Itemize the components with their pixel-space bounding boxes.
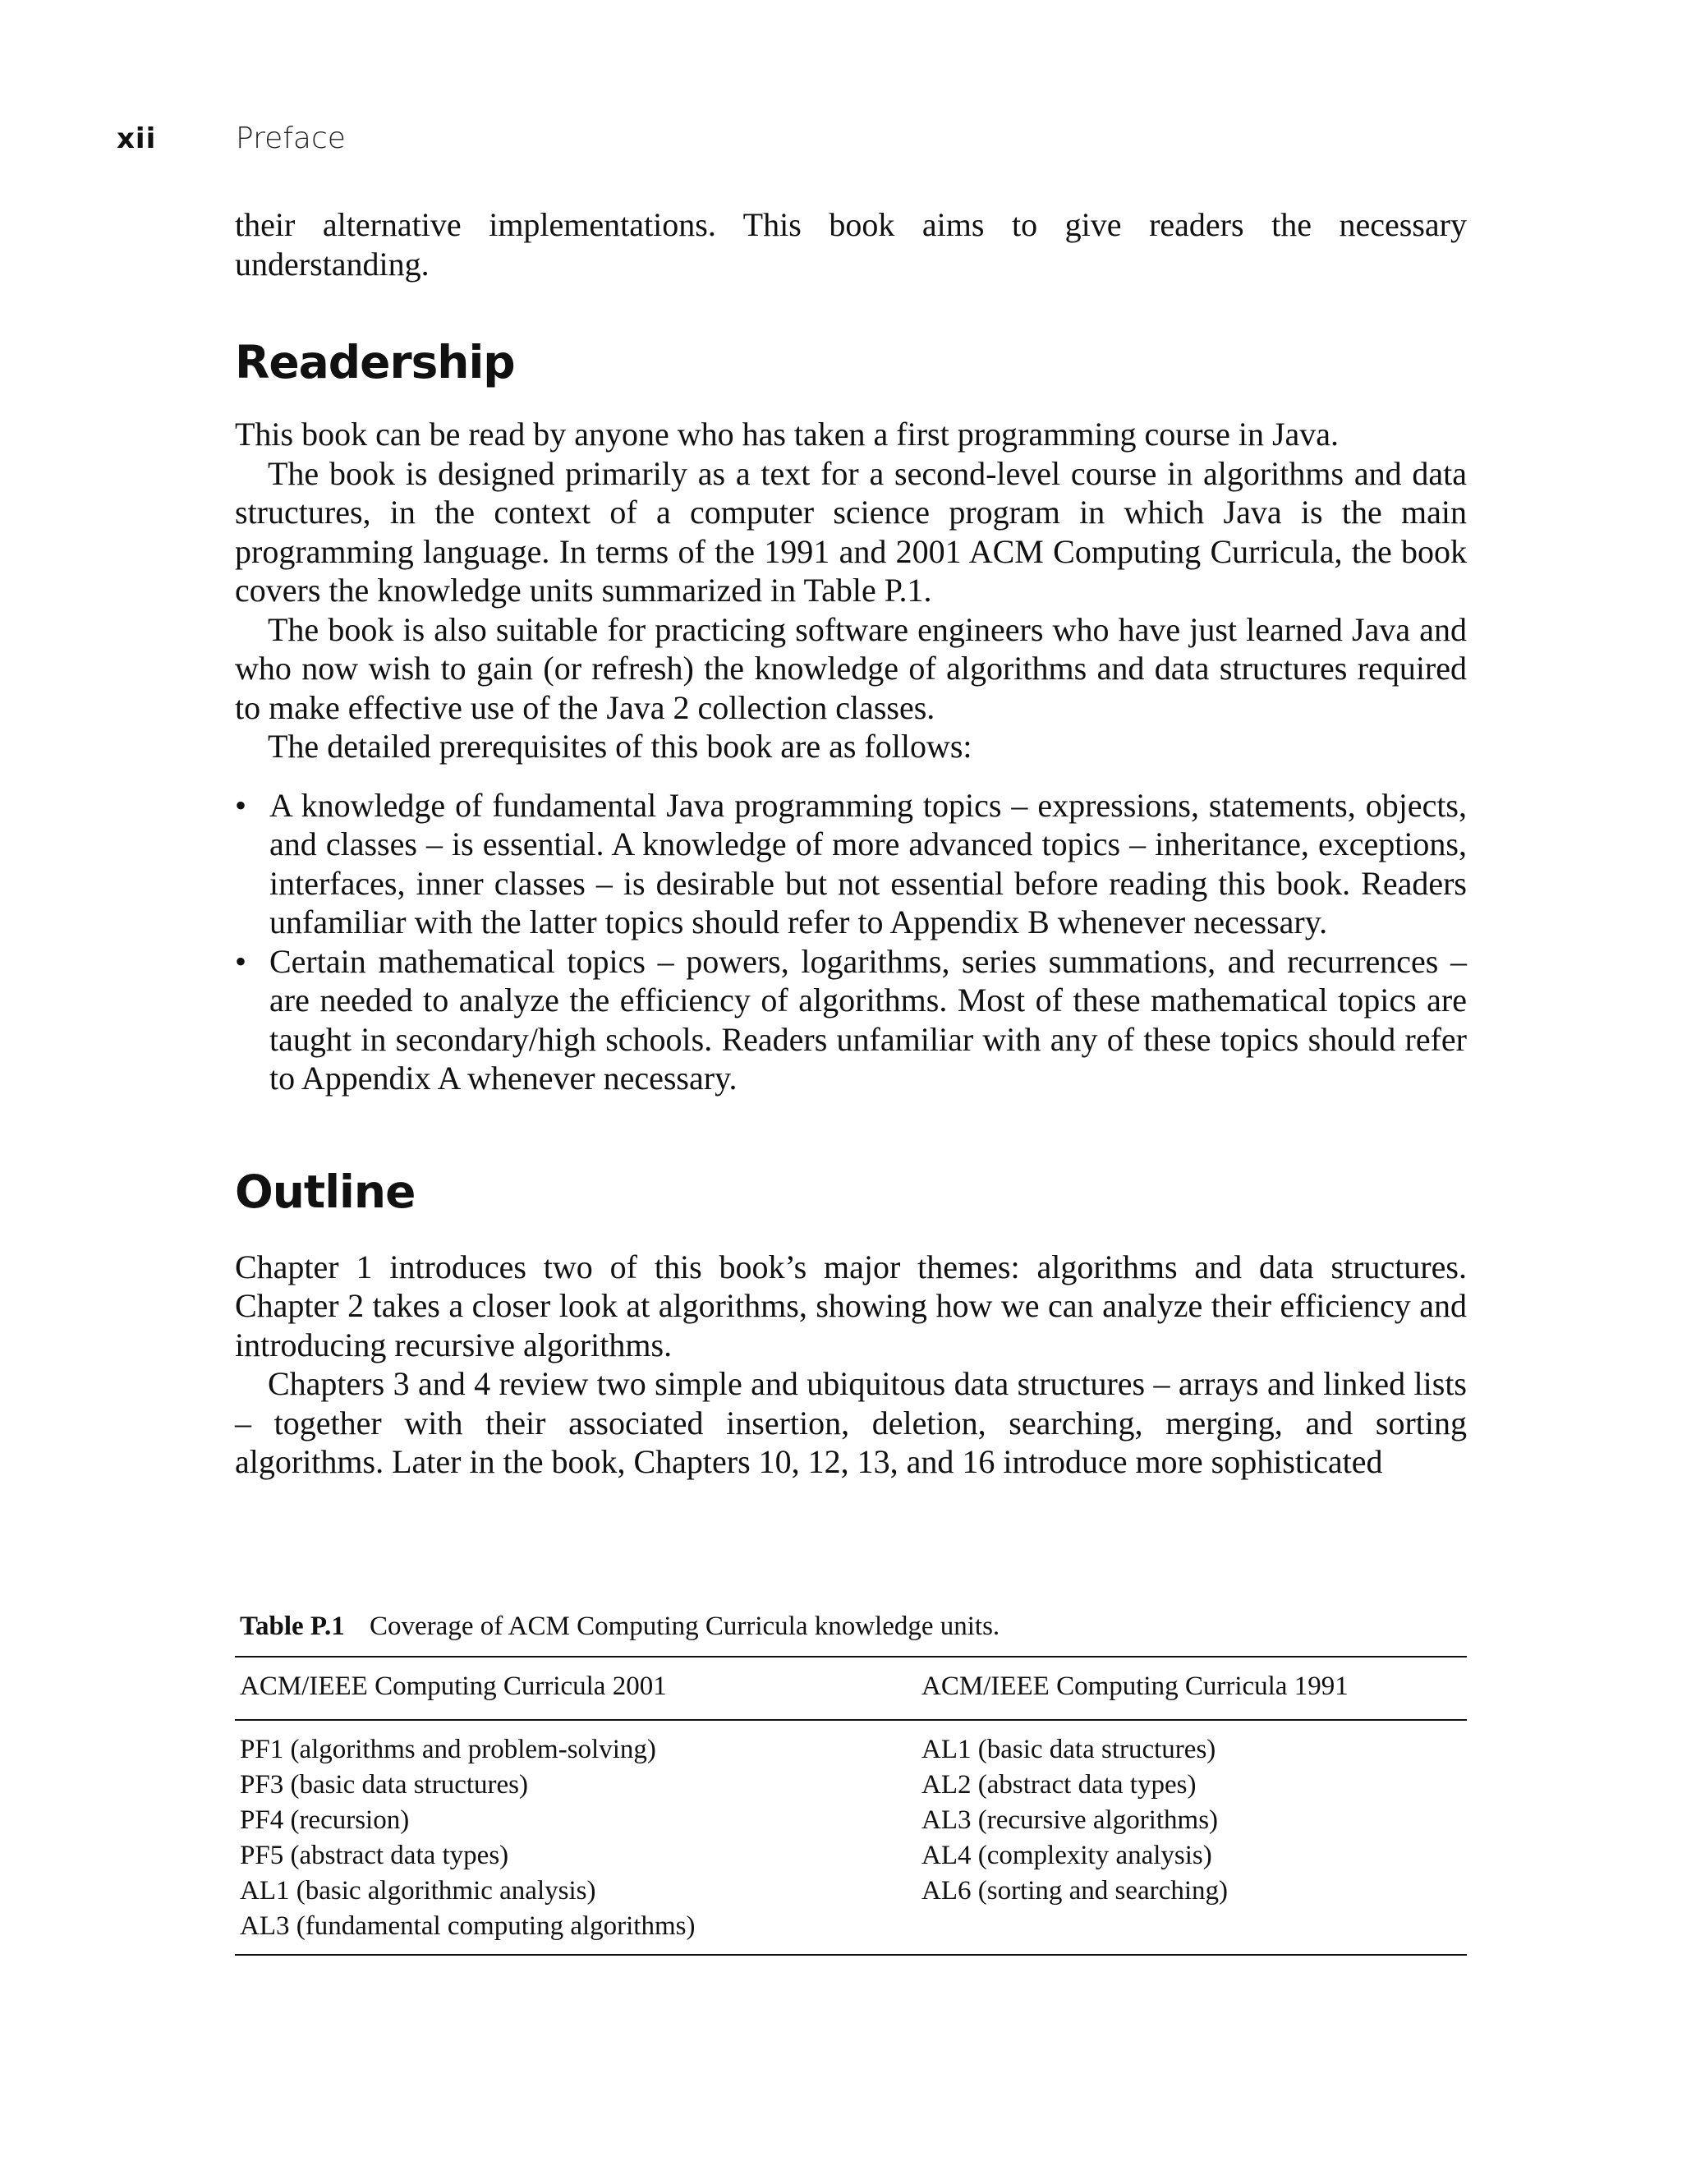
outline-paragraph: Chapter 1 introduces two of this book’s major themes: algorithms and data structures. Chapter 2 takes a closer look at algorithms, showing how we can analyze their efficiency and introducing recursive algorithms. <box>235 1248 1467 1363</box>
column-header: ACM/IEEE Computing Curricula 2001 <box>240 1671 667 1701</box>
readership-paragraph: The detailed prerequisites of this book are as follows: <box>268 728 972 765</box>
table-cell: AL1 (basic algorithmic analysis) <box>240 1875 596 1906</box>
table-cell: AL3 (fundamental computing algorithms) <box>240 1910 696 1941</box>
table-cell: AL6 (sorting and searching) <box>921 1875 1228 1906</box>
outline-paragraph: Chapters 3 and 4 review two simple and ubiquitous data structures – arrays and linked lists – together with their associated insertion, deletion, searching, merging, and sorting algorithms. Later in the book, Chapters 10, 12, 13, and 16 introduce more sophisticated <box>235 1365 1467 1480</box>
bullet-icon: • <box>235 786 247 824</box>
table-cell: PF3 (basic data structures) <box>240 1769 528 1800</box>
table-cell: AL4 (complexity analysis) <box>921 1840 1212 1870</box>
table-cell: PF5 (abstract data types) <box>240 1840 509 1870</box>
table-header-row <box>235 1658 1467 1719</box>
table-cell: AL3 (recursive algorithms) <box>921 1805 1219 1835</box>
running-head: Preface <box>236 122 346 155</box>
table-caption <box>240 1610 1467 1643</box>
readership-paragraph: This book can be read by anyone who has taken a first programming course in Java. <box>235 416 1340 453</box>
prerequisite-item <box>235 942 1467 1098</box>
column-2001 <box>235 1732 921 1944</box>
table-cell: PF1 (algorithms and problem-solving) <box>240 1734 656 1764</box>
table-cell: PF4 (recursion) <box>240 1805 410 1835</box>
table-cell: AL1 (basic data structures) <box>921 1734 1216 1764</box>
table-bottom-rule <box>235 1954 1467 1956</box>
readership-heading: Readership <box>235 336 515 389</box>
readership-paragraph: The book is also suitable for practicing software engineers who have just learned Java and who now wish to gain (or refresh) the knowledge of algorithms and data structures required to make effective use of the Java 2 collection classes. <box>235 610 1467 726</box>
prerequisite-text: A knowledge of fundamental Java programming topics – expressions, statements, objects, and classes – is essential. A knowledge of more advanced topics – inheritance, exceptions, interfaces, inner classes – is desirable but not essential before reading this book. Readers unfamiliar with the latter topics should refer to Appendix B whenever necessary. <box>269 786 1467 940</box>
column-header: ACM/IEEE Computing Curricula 1991 <box>921 1671 1349 1701</box>
prerequisites-list <box>235 786 1467 1098</box>
table-label: Table P.1 <box>240 1612 345 1641</box>
page-header <box>117 122 346 163</box>
prerequisite-text: Certain mathematical topics – powers, logarithms, series summations, and recurrences – are needed to analyze the efficiency of algorithms. Most of these mathematical topics are taught in secondary/high schools. Readers unfamiliar with any of these topics should refer to Appendix A whenever necessary. <box>269 942 1467 1097</box>
table-cell: AL2 (abstract data types) <box>921 1769 1197 1800</box>
coverage-table <box>235 1610 1467 1956</box>
table-caption-text: Coverage of ACM Computing Curricula knowledge units. <box>370 1612 1000 1641</box>
bullet-icon: • <box>235 942 247 980</box>
prerequisite-item <box>235 786 1467 942</box>
column-1991 <box>921 1732 1467 1944</box>
page-body <box>235 205 1467 1482</box>
readership-paragraph: The book is designed primarily as a text for a second-level course in algorithms and data structures, in the context of a computer science program in which Java is the main programming language. In terms of the 1991 and 2001 ACM Computing Curricula, the book covers the knowledge units summarized in Table P.1. <box>235 454 1467 609</box>
outline-heading: Outline <box>235 1165 416 1218</box>
table-body <box>235 1721 1467 1954</box>
intro-continuation: their alternative implementations. This book aims to give readers the necessary understanding. <box>235 206 1467 283</box>
page-number: xii <box>117 122 157 155</box>
